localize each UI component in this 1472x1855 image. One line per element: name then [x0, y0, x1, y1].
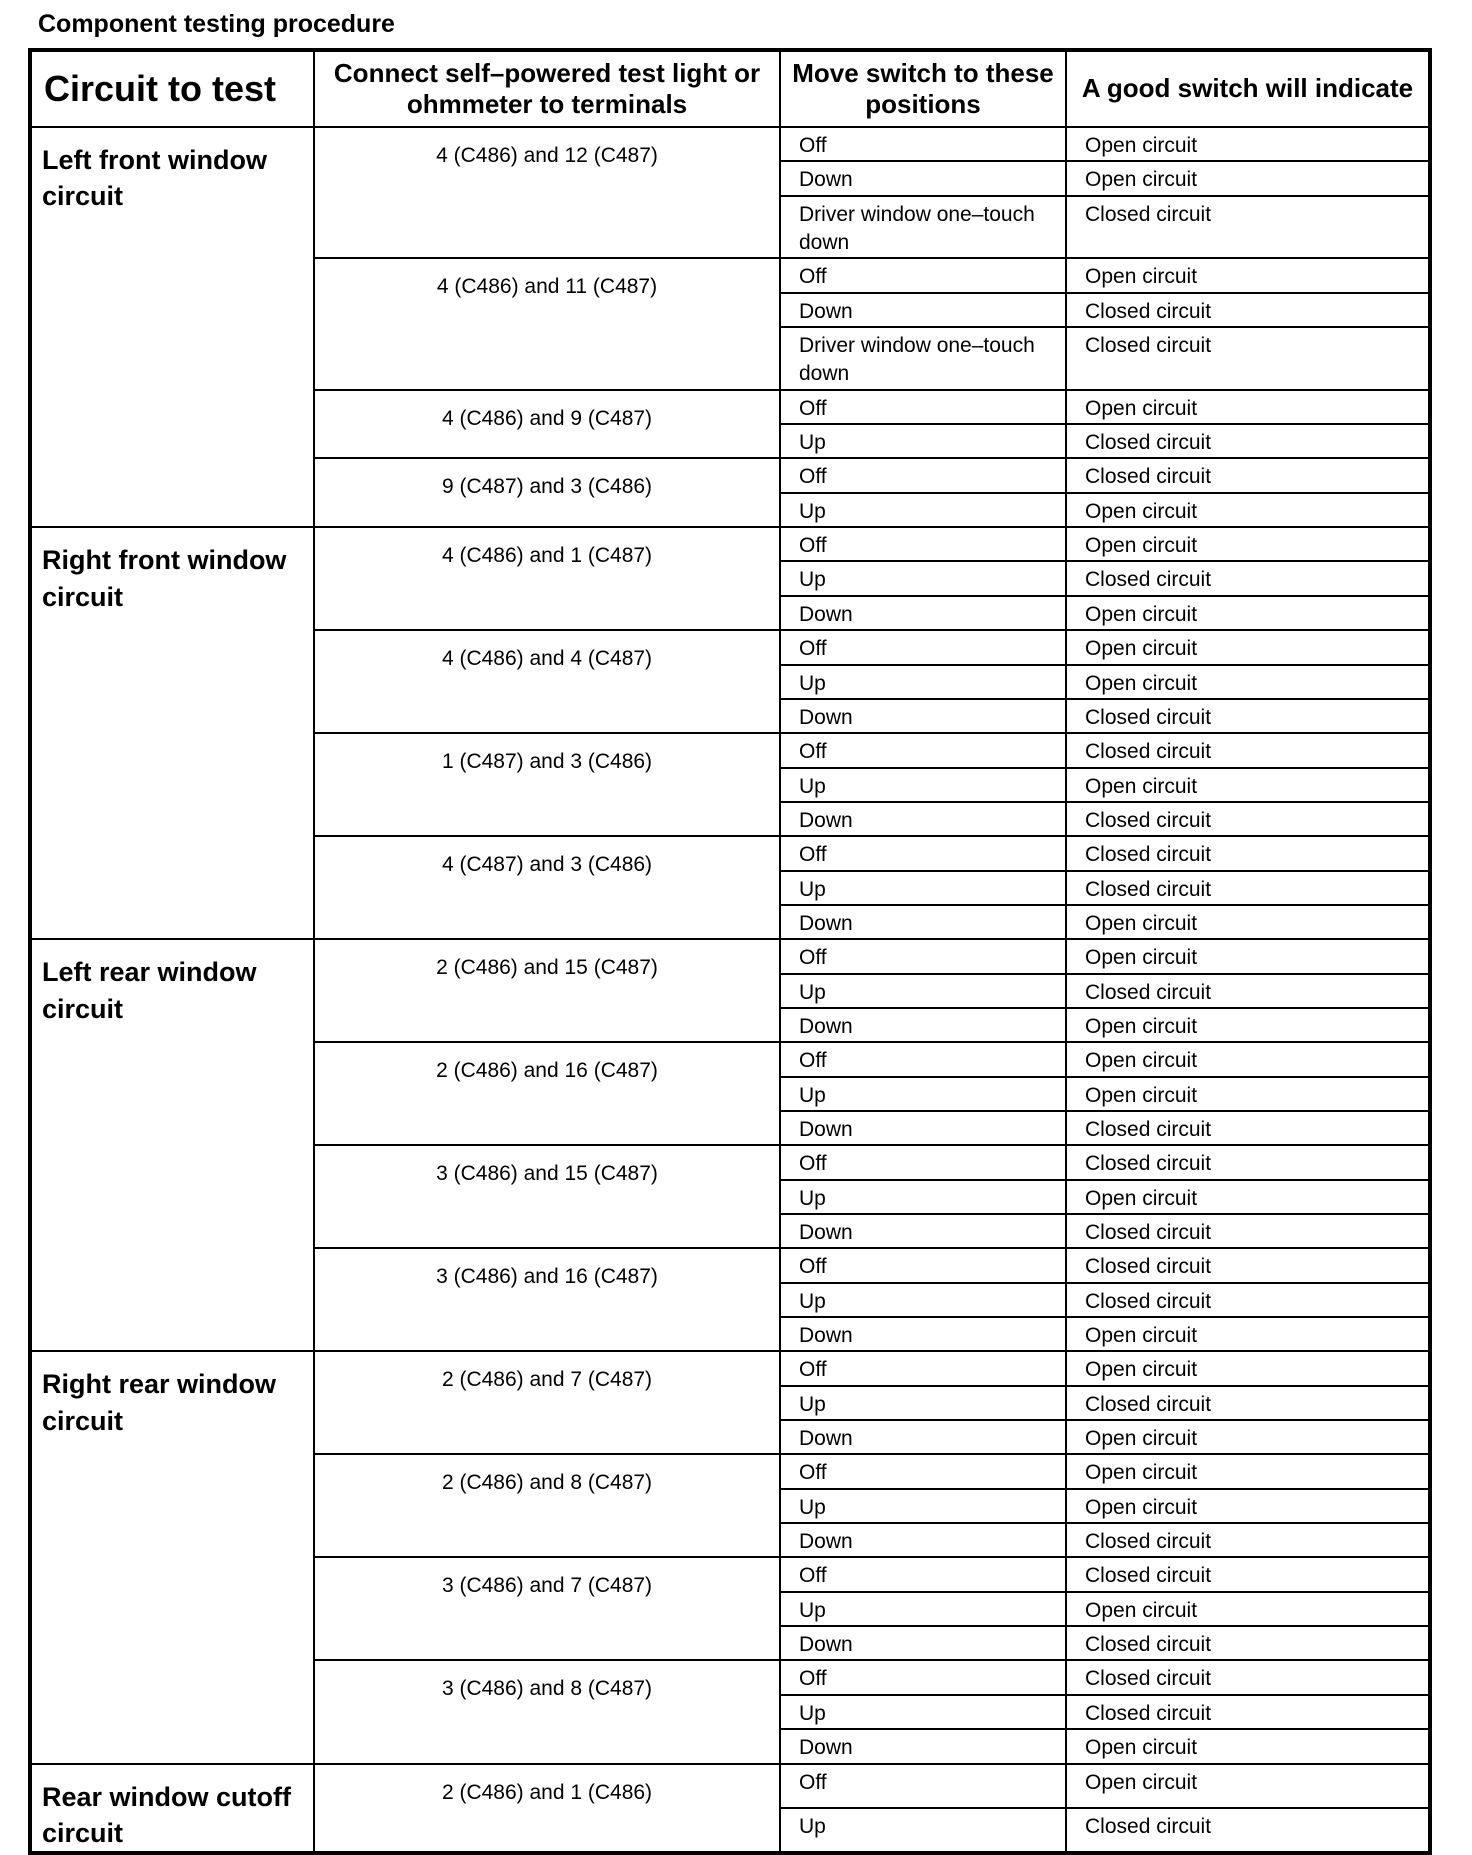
switch-position: Up [780, 1592, 1066, 1626]
indication: Open circuit [1066, 1077, 1430, 1111]
terminals: 3 (C486) and 16 (C487) [314, 1248, 780, 1351]
switch-position: Off [780, 1145, 1066, 1179]
indication: Open circuit [1066, 1729, 1430, 1763]
terminals: 3 (C486) and 8 (C487) [314, 1660, 780, 1763]
indication: Open circuit [1066, 1042, 1430, 1076]
terminals: 2 (C486) and 1 (C486) [314, 1764, 780, 1854]
switch-position: Up [780, 1489, 1066, 1523]
indication: Closed circuit [1066, 561, 1430, 595]
switch-position: Driver window one–touch down [780, 196, 1066, 259]
indication: Closed circuit [1066, 1386, 1430, 1420]
switch-position: Up [780, 493, 1066, 527]
indication: Open circuit [1066, 1420, 1430, 1454]
terminals: 4 (C486) and 1 (C487) [314, 527, 780, 630]
indication: Closed circuit [1066, 802, 1430, 836]
indication: Closed circuit [1066, 327, 1430, 390]
switch-position: Down [780, 1214, 1066, 1248]
switch-position: Up [780, 665, 1066, 699]
terminals: 4 (C486) and 12 (C487) [314, 127, 780, 258]
switch-position: Driver window one–touch down [780, 327, 1066, 390]
switch-position: Off [780, 1248, 1066, 1282]
table-body [30, 127, 1430, 1853]
indication: Open circuit [1066, 905, 1430, 939]
page-title: Component testing procedure [38, 10, 395, 38]
indication: Closed circuit [1066, 871, 1430, 905]
switch-position: Up [780, 1386, 1066, 1420]
switch-position: Down [780, 905, 1066, 939]
indication: Open circuit [1066, 1489, 1430, 1523]
indication: Closed circuit [1066, 1557, 1430, 1591]
terminals: 4 (C487) and 3 (C486) [314, 836, 780, 939]
switch-position: Off [780, 733, 1066, 767]
table-row [30, 527, 1430, 561]
switch-position: Down [780, 1420, 1066, 1454]
switch-position: Down [780, 1729, 1066, 1763]
terminals: 4 (C486) and 11 (C487) [314, 258, 780, 389]
switch-position: Up [780, 1695, 1066, 1729]
indication: Closed circuit [1066, 424, 1430, 458]
indication: Open circuit [1066, 390, 1430, 424]
header-positions: Move switch to these positions [780, 50, 1066, 127]
indication: Open circuit [1066, 1351, 1430, 1385]
indication: Closed circuit [1066, 699, 1430, 733]
indication: Open circuit [1066, 1764, 1430, 1808]
indication: Open circuit [1066, 665, 1430, 699]
switch-position: Off [780, 1764, 1066, 1808]
circuit-name: Left front window circuit [30, 127, 314, 527]
switch-position: Off [780, 1454, 1066, 1488]
indication: Closed circuit [1066, 1248, 1430, 1282]
circuit-name: Right front window circuit [30, 527, 314, 939]
table-row [30, 1351, 1430, 1385]
indication: Closed circuit [1066, 836, 1430, 870]
table-row [30, 939, 1430, 973]
switch-position: Off [780, 527, 1066, 561]
switch-position: Up [780, 424, 1066, 458]
terminals: 2 (C486) and 8 (C487) [314, 1454, 780, 1557]
indication: Closed circuit [1066, 458, 1430, 492]
indication: Open circuit [1066, 630, 1430, 664]
terminals: 4 (C486) and 9 (C487) [314, 390, 780, 459]
indication: Closed circuit [1066, 1695, 1430, 1729]
table-row [30, 127, 1430, 161]
terminals: 9 (C487) and 3 (C486) [314, 458, 780, 527]
indication: Open circuit [1066, 1180, 1430, 1214]
switch-position: Off [780, 836, 1066, 870]
switch-position: Up [780, 1808, 1066, 1854]
switch-position: Off [780, 1351, 1066, 1385]
switch-position: Up [780, 1180, 1066, 1214]
indication: Open circuit [1066, 493, 1430, 527]
indication: Closed circuit [1066, 196, 1430, 259]
component-test-table [28, 48, 1432, 1855]
circuit-name: Rear window cutoff circuit [30, 1764, 314, 1854]
switch-position: Off [780, 1557, 1066, 1591]
switch-position: Off [780, 458, 1066, 492]
terminals: 4 (C486) and 4 (C487) [314, 630, 780, 733]
indication: Open circuit [1066, 258, 1430, 292]
indication: Closed circuit [1066, 293, 1430, 327]
indication: Closed circuit [1066, 974, 1430, 1008]
switch-position: Off [780, 630, 1066, 664]
terminals: 2 (C486) and 7 (C487) [314, 1351, 780, 1454]
terminals: 3 (C486) and 7 (C487) [314, 1557, 780, 1660]
indication: Closed circuit [1066, 1660, 1430, 1694]
switch-position: Up [780, 561, 1066, 595]
switch-position: Off [780, 127, 1066, 161]
indication: Closed circuit [1066, 733, 1430, 767]
indication: Open circuit [1066, 127, 1430, 161]
switch-position: Off [780, 258, 1066, 292]
switch-position: Down [780, 1111, 1066, 1145]
circuit-name: Right rear window circuit [30, 1351, 314, 1763]
terminals: 3 (C486) and 15 (C487) [314, 1145, 780, 1248]
indication: Closed circuit [1066, 1523, 1430, 1557]
terminals: 2 (C486) and 16 (C487) [314, 1042, 780, 1145]
switch-position: Down [780, 1317, 1066, 1351]
switch-position: Off [780, 1660, 1066, 1694]
indication: Closed circuit [1066, 1111, 1430, 1145]
indication: Open circuit [1066, 596, 1430, 630]
switch-position: Up [780, 1283, 1066, 1317]
switch-position: Down [780, 161, 1066, 195]
switch-position: Off [780, 390, 1066, 424]
header-indicate: A good switch will indicate [1066, 50, 1430, 127]
circuit-name: Left rear window circuit [30, 939, 314, 1351]
indication: Open circuit [1066, 1592, 1430, 1626]
terminals: 2 (C486) and 15 (C487) [314, 939, 780, 1042]
switch-position: Up [780, 768, 1066, 802]
indication: Open circuit [1066, 768, 1430, 802]
switch-position: Down [780, 1008, 1066, 1042]
indication: Closed circuit [1066, 1145, 1430, 1179]
switch-position: Up [780, 1077, 1066, 1111]
switch-position: Down [780, 802, 1066, 836]
header-circuit: Circuit to test [30, 50, 314, 127]
indication: Open circuit [1066, 939, 1430, 973]
switch-position: Off [780, 939, 1066, 973]
indication: Open circuit [1066, 161, 1430, 195]
indication: Closed circuit [1066, 1214, 1430, 1248]
switch-position: Off [780, 1042, 1066, 1076]
switch-position: Down [780, 1523, 1066, 1557]
header-row [30, 50, 1430, 127]
indication: Closed circuit [1066, 1808, 1430, 1854]
indication: Open circuit [1066, 1454, 1430, 1488]
switch-position: Up [780, 871, 1066, 905]
header-terminals: Connect self–powered test light or ohmmeter to terminals [314, 50, 780, 127]
switch-position: Down [780, 1626, 1066, 1660]
terminals: 1 (C487) and 3 (C486) [314, 733, 780, 836]
switch-position: Down [780, 596, 1066, 630]
indication: Closed circuit [1066, 1283, 1430, 1317]
switch-position: Down [780, 293, 1066, 327]
indication: Open circuit [1066, 1317, 1430, 1351]
table-row [30, 1764, 1430, 1808]
indication: Open circuit [1066, 1008, 1430, 1042]
switch-position: Up [780, 974, 1066, 1008]
switch-position: Down [780, 699, 1066, 733]
indication: Closed circuit [1066, 1626, 1430, 1660]
indication: Open circuit [1066, 527, 1430, 561]
